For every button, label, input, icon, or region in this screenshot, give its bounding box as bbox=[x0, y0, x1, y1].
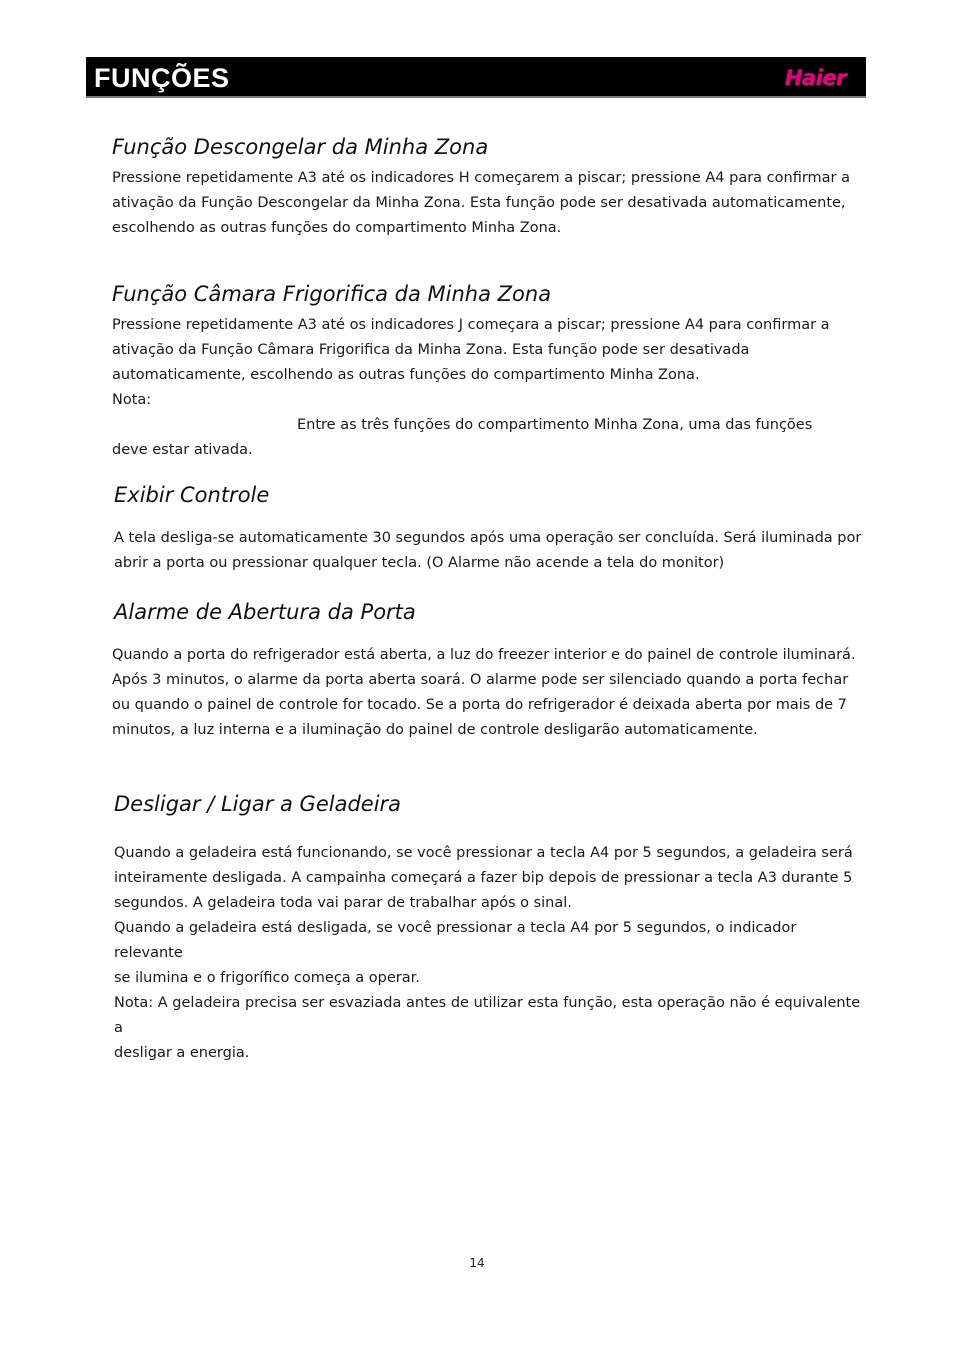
paragraph-line: ou quando o painel de controle for tocado. Se a porta do refrigerador é deixada aberta por mais de 7 bbox=[112, 697, 847, 713]
paragraph-line: escolhendo as outras funções do compartimento Minha Zona. bbox=[112, 220, 562, 236]
note-line: deve estar ativada. bbox=[112, 442, 253, 458]
haier-logo: Haier bbox=[784, 66, 846, 90]
section-heading: Desligar / Ligar a Geladeira bbox=[114, 792, 402, 816]
paragraph-line: Pressione repetidamente A3 até os indicadores H começarem a piscar; pressione A4 para confirmar a bbox=[112, 170, 851, 186]
paragraph-line: desligar a energia. bbox=[114, 1045, 250, 1061]
paragraph-line: Após 3 minutos, o alarme da porta aberta soará. O alarme pode ser silenciado quando a porta fechar bbox=[112, 672, 849, 688]
paragraph-line: abrir a porta ou pressionar qualquer tecla. (O Alarme não acende a tela do monitor) bbox=[114, 555, 725, 571]
section-alarme-porta bbox=[112, 599, 862, 743]
section-desligar-ligar bbox=[114, 791, 864, 1066]
section-exibir-controle bbox=[114, 482, 864, 576]
paragraph-line: ativação da Função Câmara Frigorifica da Minha Zona. Esta função pode ser desativada bbox=[112, 342, 750, 358]
paragraph-line: Nota: A geladeira precisa ser esvaziada antes de utilizar esta função, esta operação não é equivalente a bbox=[114, 995, 861, 1036]
paragraph-line: se ilumina e o frigorífico começa a operar. bbox=[114, 970, 420, 986]
page-header-bar bbox=[86, 57, 866, 98]
section-heading: Exibir Controle bbox=[114, 483, 270, 507]
section-heading: Função Descongelar da Minha Zona bbox=[112, 135, 489, 159]
page-number: 14 bbox=[469, 1256, 485, 1270]
paragraph-line: ativação da Função Descongelar da Minha Zona. Esta função pode ser desativada automaticamente, bbox=[112, 195, 846, 211]
section-descongelar bbox=[112, 134, 862, 241]
paragraph-line: automaticamente, escolhendo as outras funções do compartimento Minha Zona. bbox=[112, 367, 700, 383]
paragraph-line: Quando a geladeira está desligada, se você pressionar a tecla A4 por 5 segundos, o indicador relevante bbox=[114, 920, 797, 961]
section-camara-frigorifica bbox=[112, 281, 862, 463]
note-line: Entre as três funções do compartimento Minha Zona, uma das funções bbox=[297, 417, 813, 433]
section-heading: Alarme de Abertura da Porta bbox=[114, 600, 416, 624]
paragraph-line: inteiramente desligada. A campainha começará a fazer bip depois de pressionar a tecla A3 durante 5 bbox=[114, 870, 853, 886]
paragraph-line: segundos. A geladeira toda vai parar de trabalhar após o sinal. bbox=[114, 895, 572, 911]
paragraph-line: A tela desliga-se automaticamente 30 segundos após uma operação ser concluída. Será iluminada por bbox=[114, 530, 862, 546]
page-title: FUNÇÕES bbox=[94, 63, 230, 93]
paragraph-line: minutos, a luz interna e a iluminação do painel de controle desligarão automaticamente. bbox=[112, 722, 758, 738]
paragraph-line: Quando a porta do refrigerador está aberta, a luz do freezer interior e do painel de controle iluminará. bbox=[112, 647, 856, 663]
paragraph-line: Quando a geladeira está funcionando, se você pressionar a tecla A4 por 5 segundos, a geladeira será bbox=[114, 845, 853, 861]
note-label: Nota: bbox=[112, 392, 152, 408]
section-heading: Função Câmara Frigorifica da Minha Zona bbox=[112, 282, 552, 306]
paragraph-line: Pressione repetidamente A3 até os indicadores J começara a piscar; pressione A4 para confirmar a bbox=[112, 317, 830, 333]
